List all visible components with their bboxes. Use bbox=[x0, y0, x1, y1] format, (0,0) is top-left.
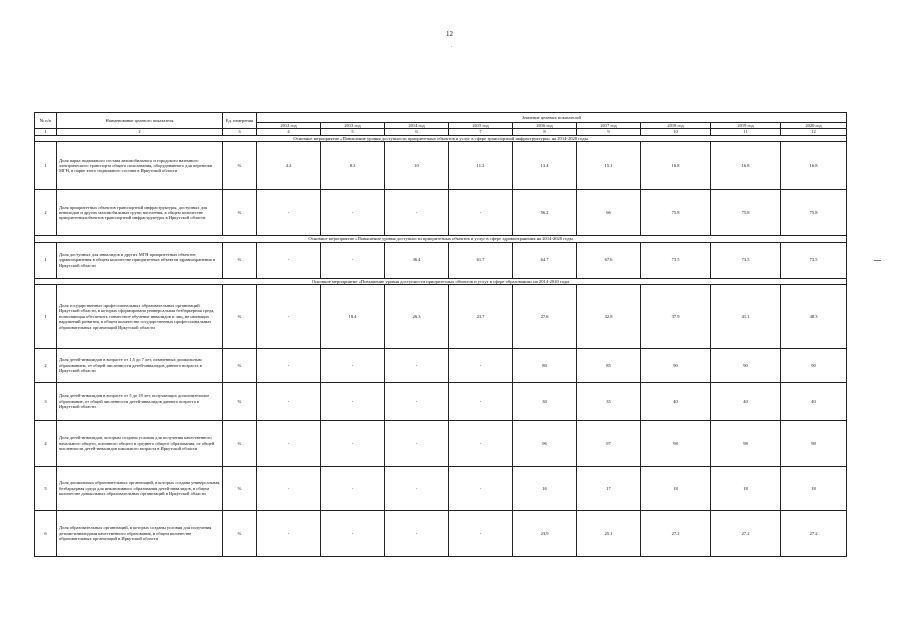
value-cell: 73.5 bbox=[781, 242, 847, 278]
value-cell: 98 bbox=[641, 421, 711, 467]
value-cell: 36.4 bbox=[385, 242, 449, 278]
value-cell: 61.7 bbox=[449, 242, 513, 278]
page-number: 12 bbox=[446, 30, 453, 38]
value-cell: 80 bbox=[513, 349, 577, 383]
value-cell: 18 bbox=[781, 467, 847, 511]
column-number: 9 bbox=[577, 129, 641, 135]
value-cell: 75.8 bbox=[711, 190, 781, 236]
value-cell: 25.1 bbox=[577, 511, 641, 557]
row-number: 3 bbox=[35, 383, 57, 421]
column-number: 3 bbox=[223, 129, 257, 135]
header-year: 2017 год bbox=[577, 123, 641, 129]
value-cell: 32.8 bbox=[577, 285, 641, 349]
header-values: Значение целевых показателей bbox=[257, 113, 847, 123]
header-year: 2012 год bbox=[257, 123, 321, 129]
value-cell: 96 bbox=[513, 421, 577, 467]
column-number: 12 bbox=[781, 129, 847, 135]
value-cell: 16.8 bbox=[641, 142, 711, 190]
indicator-name: Доля дошкольных образовательных организаций, в которых создана универсальная безбарьерная среда для инклюзивного образования детей-инвалидов, в общем количестве дошкольных образовательных организаций в Иркутской области bbox=[57, 467, 223, 511]
value-cell: 26.3 bbox=[385, 285, 449, 349]
value-cell: 40 bbox=[641, 383, 711, 421]
column-number: 5 bbox=[321, 129, 385, 135]
header-year: 2018 год bbox=[641, 123, 711, 129]
row-number: 1 bbox=[35, 242, 57, 278]
table-row bbox=[35, 190, 847, 236]
value-cell: - bbox=[257, 242, 321, 278]
value-cell: 30 bbox=[513, 383, 577, 421]
unit-cell: % bbox=[223, 349, 257, 383]
column-number: 8 bbox=[513, 129, 577, 135]
unit-cell: % bbox=[223, 467, 257, 511]
value-cell: - bbox=[385, 511, 449, 557]
table-row bbox=[35, 142, 847, 190]
value-cell: - bbox=[385, 383, 449, 421]
unit-cell: % bbox=[223, 383, 257, 421]
value-cell: 13.4 bbox=[513, 142, 577, 190]
value-cell: - bbox=[449, 190, 513, 236]
row-number: 5 bbox=[35, 467, 57, 511]
section-title: Основное мероприятие «Повышение уровня доступности приоритетных объектов и услуг в сфере здравоохранения на 2014-2020 годы bbox=[35, 236, 847, 242]
header-name: Наименование целевого показателя bbox=[57, 113, 223, 129]
header-year: 2020 год bbox=[781, 123, 847, 129]
indicator-name: Доля детей-инвалидов в возрасте от 1,5 до 7 лет, охваченных дошкольным образованием, от общей численности детей-инвалидов данного возраста в Иркутской области bbox=[57, 349, 223, 383]
value-cell: - bbox=[321, 242, 385, 278]
header-year: 2013 год bbox=[321, 123, 385, 129]
indicator-name: Доля приоритетных объектов транспортной инфраструктуры, доступных для инвалидов и других маломобильных групп населения, в общем количестве приоритетныхобъектов транспортной инфраструктуры в Иркутской области bbox=[57, 190, 223, 236]
header-year: 2014 год bbox=[385, 123, 449, 129]
value-cell: 75.8 bbox=[641, 190, 711, 236]
value-cell: 75.8 bbox=[781, 190, 847, 236]
value-cell: 11.2 bbox=[449, 142, 513, 190]
value-cell: - bbox=[321, 190, 385, 236]
value-cell: - bbox=[385, 467, 449, 511]
value-cell: 41.1 bbox=[711, 285, 781, 349]
value-cell: 27.2 bbox=[711, 511, 781, 557]
value-cell: - bbox=[257, 511, 321, 557]
unit-cell: % bbox=[223, 190, 257, 236]
indicator-name: Доля детей-инвалидов в возрасте от 5 до 18 лет, получающих дополнительное образование, от общей численности детей-инвалидов данного возраста в Иркутской области bbox=[57, 383, 223, 421]
row-number: 2 bbox=[35, 349, 57, 383]
table-row bbox=[35, 511, 847, 557]
column-number: 10 bbox=[641, 129, 711, 135]
value-cell: 4.2 bbox=[257, 142, 321, 190]
indicator-name: Доля парка подвижного состава автомобильного и городского наземного электрического транспорта общего пользования, оборудованного для перевозки МГН, в парке этого подвижного состава в Иркутской области bbox=[57, 142, 223, 190]
value-cell: 23.9 bbox=[513, 511, 577, 557]
indicator-name: Доля образовательных организаций, в которых созданы условия для получения детьми-инвалидами качественного образования, в общем количестве образовательных организаций в Иркутской области bbox=[57, 511, 223, 557]
value-cell: 98 bbox=[781, 421, 847, 467]
value-cell: 27.2 bbox=[641, 511, 711, 557]
column-number: 7 bbox=[449, 129, 513, 135]
value-cell: - bbox=[449, 511, 513, 557]
value-cell: - bbox=[449, 349, 513, 383]
indicator-name: Доля государственных профессиональных образовательных организаций Иркутской области, в которых сформирована универсальная безбарьерная среда, позволяющая обеспечить совместное обучение инвалидов и лиц, не имеющих нарушений развития, в общем количестве государственных профессиональных образовательных организаций Иркутской области bbox=[57, 285, 223, 349]
value-cell: - bbox=[321, 349, 385, 383]
table-row bbox=[35, 421, 847, 467]
value-cell: - bbox=[257, 285, 321, 349]
value-cell: 27.6 bbox=[513, 285, 577, 349]
unit-cell: % bbox=[223, 285, 257, 349]
value-cell: 27.2 bbox=[781, 511, 847, 557]
value-cell: 56.2 bbox=[513, 190, 577, 236]
table-row bbox=[35, 242, 847, 278]
value-cell: 48.3 bbox=[781, 285, 847, 349]
section-title: Основное мероприятие «Повышение уровня доступности приоритетных объектов и услуг в сфере образования» на 2014-2020 годы bbox=[35, 278, 847, 284]
row-number: 1 bbox=[35, 142, 57, 190]
table-row bbox=[35, 349, 847, 383]
table-row bbox=[35, 467, 847, 511]
value-cell: 73.5 bbox=[711, 242, 781, 278]
value-cell: 37.9 bbox=[641, 285, 711, 349]
value-cell: 18.4 bbox=[321, 285, 385, 349]
value-cell: 15.1 bbox=[577, 142, 641, 190]
indicator-name: Доля доступных для инвалидов и других МГН приоритетных объектов здравоохранения в общем количестве приоритетных объектов здравоохранения в Иркутской области bbox=[57, 242, 223, 278]
value-cell: 17 bbox=[577, 467, 641, 511]
row-number: 2 bbox=[35, 190, 57, 236]
value-cell: - bbox=[321, 467, 385, 511]
value-cell: - bbox=[385, 349, 449, 383]
header-year: 2016 год bbox=[513, 123, 577, 129]
value-cell: 10 bbox=[385, 142, 449, 190]
value-cell: - bbox=[257, 349, 321, 383]
value-cell: 90 bbox=[641, 349, 711, 383]
column-number: 11 bbox=[711, 129, 781, 135]
value-cell: 90 bbox=[781, 349, 847, 383]
column-number: 2 bbox=[57, 129, 223, 135]
value-cell: - bbox=[257, 383, 321, 421]
value-cell: - bbox=[449, 421, 513, 467]
row-number: 6 bbox=[35, 511, 57, 557]
value-cell: 98 bbox=[711, 421, 781, 467]
value-cell: 85 bbox=[577, 349, 641, 383]
value-cell: - bbox=[321, 511, 385, 557]
unit-cell: % bbox=[223, 142, 257, 190]
value-cell: - bbox=[385, 190, 449, 236]
header-num: № п/п bbox=[35, 113, 57, 129]
value-cell: 8.3 bbox=[321, 142, 385, 190]
unit-cell: % bbox=[223, 511, 257, 557]
page-mark: . bbox=[451, 44, 453, 49]
section-title: Основное мероприятие «Повышение уровня доступности приоритетных объектов и услуг в сфере транспортной инфраструктуры» на 2014-2020 годы bbox=[35, 135, 847, 141]
value-cell: - bbox=[321, 421, 385, 467]
column-number: 4 bbox=[257, 129, 321, 135]
margin-tick bbox=[874, 260, 881, 261]
header-unit: Ед. измерения bbox=[223, 113, 257, 129]
value-cell: 40 bbox=[781, 383, 847, 421]
row-number: 1 bbox=[35, 285, 57, 349]
value-cell: - bbox=[257, 467, 321, 511]
indicator-name: Доля детей-инвалидов, которым созданы условия для получения качественного начального общего, основного общего и среднего общего образования, от общей численности детей-инвалидов школьного возраста в Иркутской области bbox=[57, 421, 223, 467]
value-cell: - bbox=[449, 383, 513, 421]
column-number: 1 bbox=[35, 129, 57, 135]
value-cell: - bbox=[257, 421, 321, 467]
value-cell: 18 bbox=[711, 467, 781, 511]
value-cell: 66 bbox=[577, 190, 641, 236]
value-cell: 97 bbox=[577, 421, 641, 467]
value-cell: - bbox=[321, 383, 385, 421]
value-cell: 67.6 bbox=[577, 242, 641, 278]
header-year: 2019 год bbox=[711, 123, 781, 129]
header-year: 2015 год bbox=[449, 123, 513, 129]
value-cell: 23.7 bbox=[449, 285, 513, 349]
value-cell: 16.8 bbox=[781, 142, 847, 190]
table-row bbox=[35, 383, 847, 421]
table-row bbox=[35, 285, 847, 349]
value-cell: 90 bbox=[711, 349, 781, 383]
value-cell: - bbox=[257, 190, 321, 236]
indicators-table bbox=[34, 112, 847, 557]
unit-cell: % bbox=[223, 421, 257, 467]
value-cell: 73.5 bbox=[641, 242, 711, 278]
value-cell: 64.7 bbox=[513, 242, 577, 278]
column-number: 6 bbox=[385, 129, 449, 135]
row-number: 4 bbox=[35, 421, 57, 467]
value-cell: 35 bbox=[577, 383, 641, 421]
value-cell: 16.8 bbox=[711, 142, 781, 190]
value-cell: 18 bbox=[641, 467, 711, 511]
unit-cell: % bbox=[223, 242, 257, 278]
value-cell: 40 bbox=[711, 383, 781, 421]
value-cell: - bbox=[449, 467, 513, 511]
value-cell: - bbox=[385, 421, 449, 467]
value-cell: 16 bbox=[513, 467, 577, 511]
